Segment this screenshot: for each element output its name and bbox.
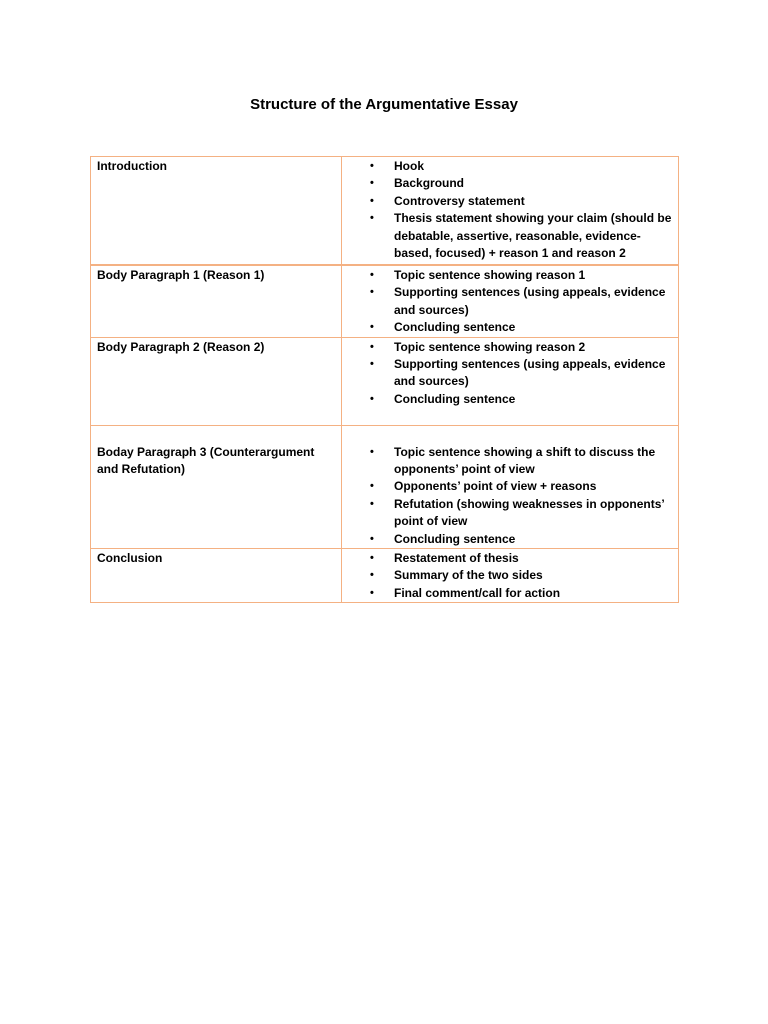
bullet-icon: • [370,532,374,545]
list-item-text: Thesis statement showing your claim (should be debatable, assertive, reasonable, evidence-based, focused) + reason 1 and reason 2 [394,211,672,261]
bullet-icon: • [370,497,374,510]
list-item [342,496,672,531]
list-item-text: Controversy statement [394,193,525,208]
points-list [342,158,672,262]
list-item [342,193,672,210]
points-cell [342,157,679,266]
list-item [342,478,672,495]
bullet-icon: • [370,194,374,207]
essay-structure-table [90,156,679,603]
list-item-text: Concluding sentence [394,391,516,406]
section-cell: Introduction [91,157,342,266]
list-item-text: Concluding sentence [394,531,516,546]
list-item-text: Final comment/call for action [394,585,561,600]
list-item-text: Background [394,176,465,191]
bullet-icon: • [370,269,374,281]
list-item-text: Opponents’ point of view + reasons [394,479,597,494]
list-item [342,175,672,192]
list-item [342,339,672,356]
table-row-body-paragraph-3 [91,425,679,548]
table-row-body-paragraph-2 [91,337,679,425]
bullet-icon: • [370,392,374,405]
list-item-text: Concluding sentence [394,320,516,335]
bullet-icon: • [370,358,374,371]
points-cell [342,265,679,337]
points-list [342,339,672,409]
bullet-icon: • [370,552,374,565]
list-item-text: Supporting sentences (using appeals, evidence and sources) [394,285,666,317]
list-item [342,444,672,479]
points-cell [342,549,679,603]
list-item-text: Summary of the two sides [394,568,543,583]
section-cell: Body Paragraph 1 (Reason 1) [91,265,342,337]
bullet-icon: • [370,160,374,172]
bullet-icon: • [370,586,374,599]
section-cell: Body Paragraph 2 (Reason 2) [91,337,342,425]
table-row-body-paragraph-1 [91,265,679,337]
bullet-icon: • [370,480,374,493]
bullet-icon: • [370,445,374,458]
table-row-introduction [91,157,679,266]
bullet-icon: • [370,177,374,190]
points-list [342,444,672,548]
section-label: Boday Paragraph 3 (Counterargument and Refutation) [97,444,315,477]
document-title: Structure of the Argumentative Essay [250,96,518,113]
list-item-text: Topic sentence showing reason 2 [394,339,586,354]
section-cell [91,425,342,548]
points-cell [342,425,679,548]
bullet-icon: • [370,286,374,299]
list-item-text: Supporting sentences (using appeals, evidence and sources) [394,357,666,389]
list-item-text: Restatement of thesis [394,551,519,566]
section-cell: Conclusion [91,549,342,603]
points-list [342,267,672,337]
list-item [342,356,672,391]
table-row-conclusion [91,549,679,603]
list-item [342,550,672,567]
list-item [342,284,672,319]
bullet-icon: • [370,340,374,353]
list-item [342,567,672,584]
list-item-text: Refutation (showing weaknesses in opponents’ point of view [394,496,665,529]
points-list [342,550,672,602]
list-item [342,391,672,408]
list-item [342,319,672,336]
list-item [342,585,672,602]
list-item [342,531,672,548]
list-item-text: Topic sentence showing a shift to discuss the opponents’ point of view [394,444,656,477]
list-item [342,210,672,262]
list-item-text: Hook [394,159,424,173]
points-cell [342,337,679,425]
bullet-icon: • [370,212,374,225]
list-item [342,158,672,175]
bullet-icon: • [370,569,374,582]
list-item-text: Topic sentence showing reason 1 [394,268,586,282]
bullet-icon: • [370,321,374,334]
list-item [342,267,672,284]
